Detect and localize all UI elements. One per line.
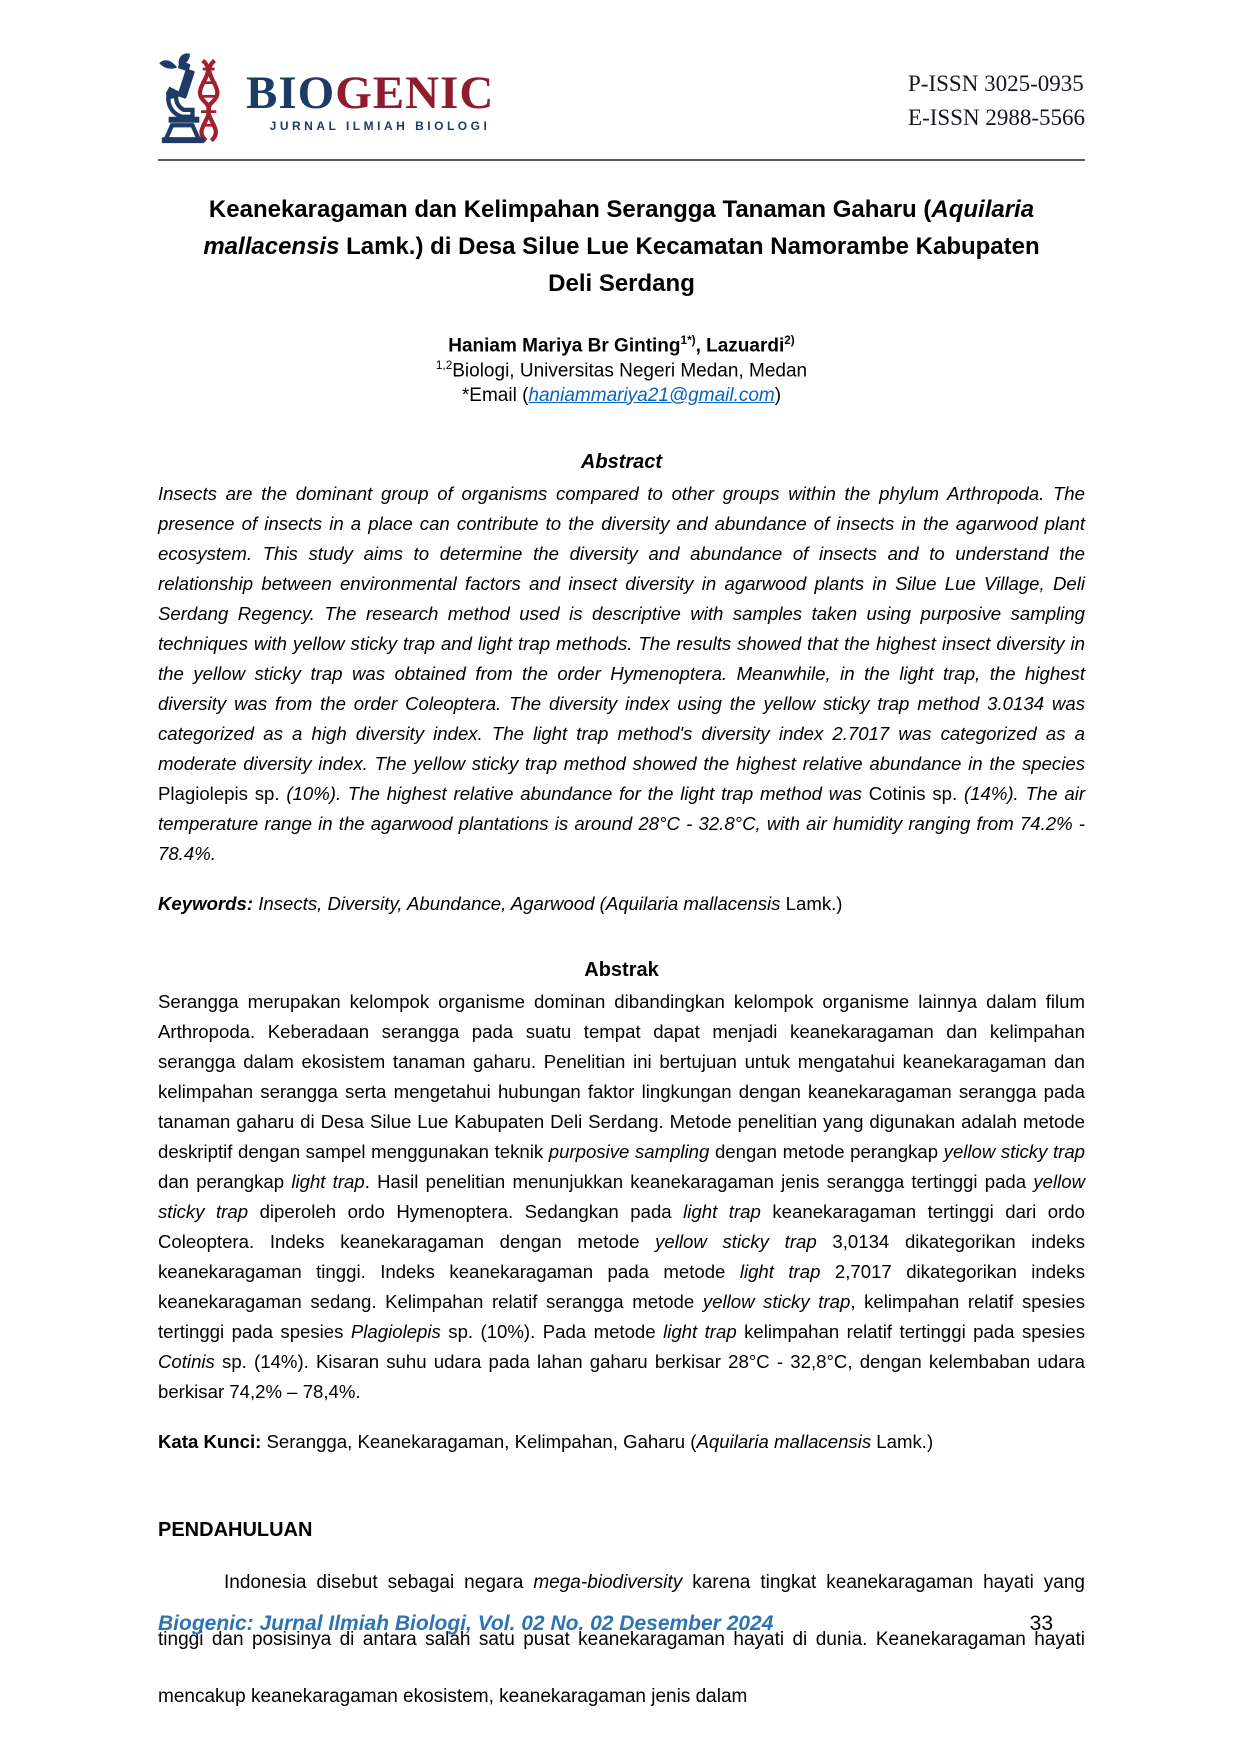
abstract-id-body: Serangga merupakan kelompok organisme dominan dibandingkan kelompok organisme lainnya dalam filum Arthropoda. Keberadaan serangga pada suatu tempat dapat menjadi keanekaragaman dan kelimpahan serangga dalam ekosistem tanaman gaharu. Penelitian ini bertujuan untuk mengatahui keanekaragaman dan kelimpahan serangga serta mengetahui hubungan faktor lingkungan dengan keanekaragaman serangga pada tanaman gaharu di Desa Silue Lue Kabupaten Deli Serdang. Metode penelitian yang digunakan adalah metode deskriptif dengan sampel menggunakan teknik purposive sampling dengan metode perangkap yellow sticky trap dan perangkap light trap. Hasil penelitian menunjukkan keanekaragaman jenis serangga tertinggi pada yellow sticky trap diperoleh ordo Hymenoptera. Sedangkan pada light trap keanekaragaman tertinggi dari ordo Coleoptera. Indeks keanekaragaman dengan metode yellow sticky trap 3,0134 dikategorikan indeks keanekaragaman tinggi. Indeks keanekaragaman pada metode light trap 2,7017 dikategorikan indeks keanekaragaman sedang. Kelimpahan relatif serangga metode yellow sticky trap, kelimpahan relatif spesies tertinggi pada spesies Plagiolepis sp. (10%). Pada metode light trap kelimpahan relatif tertinggi pada spesies Cotinis sp. (14%). Kisaran suhu udara pada lahan gaharu berkisar 28°C - 32,8°C, dengan kelembaban udara berkisar 74,2% – 78,4%. — [158, 990, 1085, 1402]
footer-journal-line: Biogenic: Jurnal Ilmiah Biologi, Vol. 02 No. 02 Desember 2024 — [158, 1612, 774, 1635]
logo-wordmark: BIOGENIC — [246, 66, 495, 119]
issn-block — [908, 67, 1085, 135]
email-link[interactable]: haniammariya21@gmail.com — [528, 384, 775, 406]
abstract-id-heading: Abstrak — [584, 958, 659, 981]
abstract-en-heading: Abstract — [580, 450, 663, 473]
affiliation-line: $^{1,2}$Biologi, Universitas Negeri Medan, Medan — [435, 359, 808, 382]
p-issn: P-ISSN 3025-0935 — [908, 70, 1084, 96]
e-issn: E-ISSN 2988-5566 — [908, 104, 1085, 130]
logo-subtitle: JURNAL ILMIAH BIOLOGI — [269, 118, 491, 133]
page-footer — [158, 1612, 1085, 1636]
footer-page-number: 33 — [1029, 1612, 1053, 1635]
biogenic-logo — [158, 52, 494, 149]
abstract-en-body: Insects are the dominant group of organisms compared to other groups within the phylum Arthropoda. The presence of insects in a place can contribute to the diversity and abundance of insects in the agarwood plant ecosystem. This study aims to determine the diversity and abundance of insects and to understand the relationship between environmental factors and insect diversity in agarwood plants in Silue Lue Village, Deli Serdang Regency. The research method used is descriptive with samples taken using purposive sampling techniques with yellow sticky trap and light trap methods. The results showed that the highest insect diversity in the yellow sticky trap was obtained from the order Hymenoptera. Meanwhile, in the light trap, the highest diversity was from the order Coleoptera. The diversity index using the yellow sticky trap method 3.0134 was categorized as a high diversity index. The light trap method's diversity index 2.7017 was categorized as a moderate diversity index. The yellow sticky trap method showed the highest relative abundance in the species Plagiolepis sp. (10%). The highest relative abundance for the light trap method was Cotinis sp. (14%). The air temperature range in the agarwood plantations is around 28°C - 32.8°C, with air humidity ranging from 74.2% - 78.4%. — [158, 482, 1086, 864]
email-line: *Email (haniammariya21@gmail.com) — [461, 384, 782, 406]
keywords-en-line: Keywords: Insects, Diversity, Abundance, Agarwood (Aquilaria mallacensis Lamk.) — [158, 892, 843, 914]
authors-line: Haniam Mariya Br Ginting$^{1*)}$, Lazuardi$^{2)}$ — [448, 334, 795, 357]
keywords-id-line: Kata Kunci: Serangga, Keanekaragaman, Kelimpahan, Gaharu (Aquilaria mallacensis Lamk.) — [158, 1430, 934, 1452]
introduction-paragraph: Indonesia disebut sebagai negara mega-biodiversity karena tingkat keanekaragaman hayati yang tinggi dan posisinya di antara salah satu pusat keanekaragaman hayati di dunia. Keanekaragaman hayati mencakup keanekaragaman ekosistem, keanekaragaman jenis dalam — [158, 1571, 1085, 1707]
journal-header — [158, 52, 1085, 149]
introduction-heading: PENDAHULUAN — [158, 1518, 313, 1541]
microscope-dna-icon — [158, 52, 244, 149]
header-divider — [158, 159, 1085, 161]
article-title: Keanekaragaman dan Kelimpahan Serangga Tanaman Gaharu (Aquilaria mallacensis Lamk.) di Desa Silue Lue Kecamatan Namorambe Kabupaten Deli Serdang — [203, 196, 1040, 297]
